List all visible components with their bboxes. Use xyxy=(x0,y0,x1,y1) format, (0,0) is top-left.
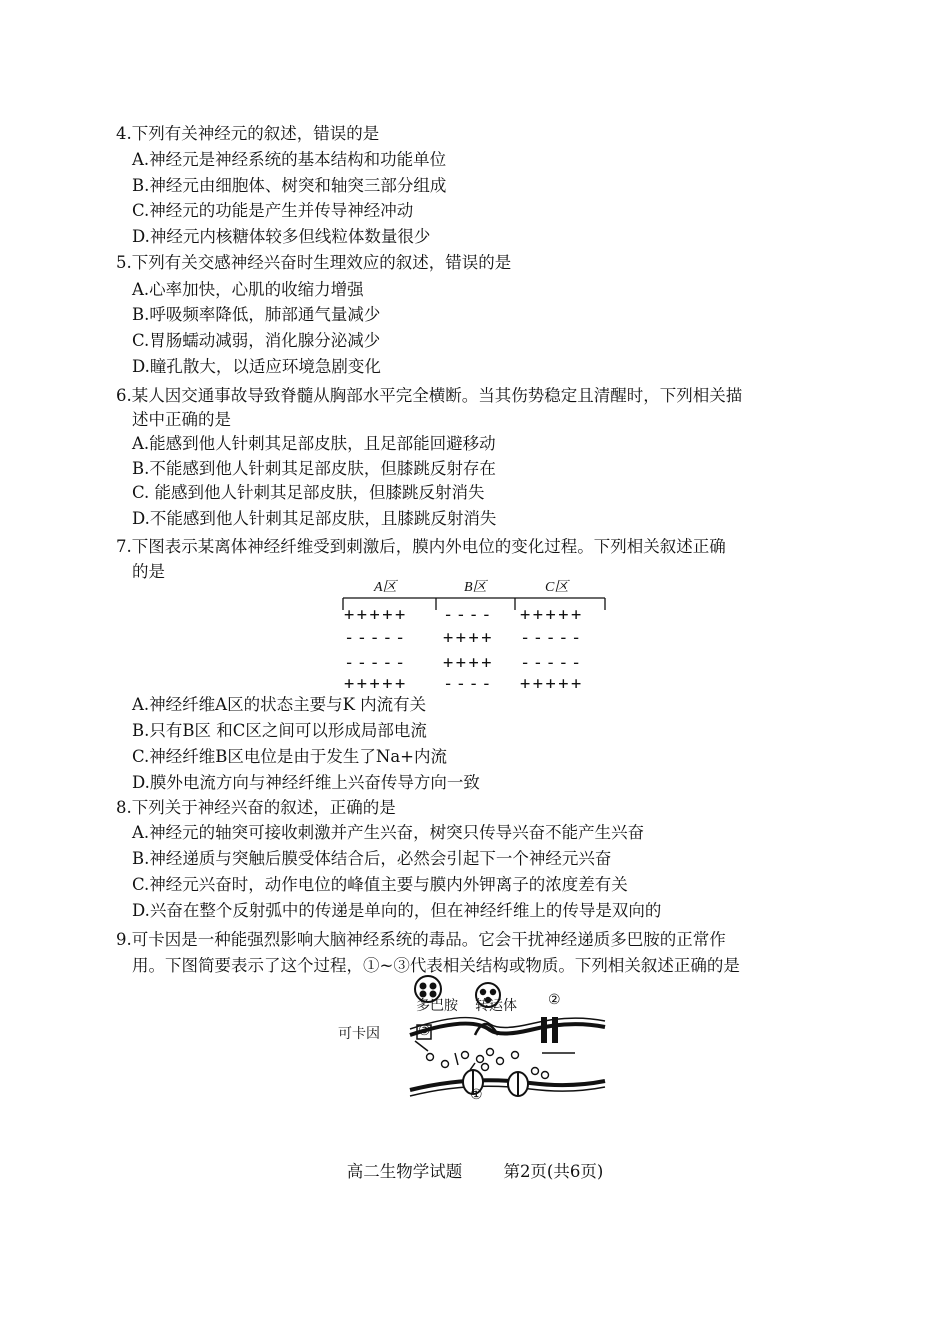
q6-stem: 6.某人因交通事故导致脊髓从胸部水平完全横断。当其伤势稳定且清醒时，下列相关描 xyxy=(116,386,743,405)
q6-stem-continued: 述中正确的是 xyxy=(132,410,231,429)
cocaine-label: 可卡因 xyxy=(338,1026,380,1042)
region-a-label: A区 xyxy=(374,580,397,595)
label-1: ① xyxy=(470,1087,483,1103)
q8-option-c: C.神经元兴奋时，动作电位的峰值主要与膜内外钾离子的浓度差有关 xyxy=(132,875,628,894)
charge-row-4-c: +++++ xyxy=(520,674,584,694)
footer-title: 高二生物学试题 xyxy=(346,1162,463,1181)
synapse-figure xyxy=(330,975,650,1110)
q5-option-c: C.胃肠蠕动减弱，消化腺分泌减少 xyxy=(132,331,381,350)
q7-option-d: D.膜外电流方向与神经纤维上兴奋传导方向一致 xyxy=(132,773,480,792)
q8-option-a: A.神经元的轴突可接收刺激并产生兴奋，树突只传导兴奋不能产生兴奋 xyxy=(132,823,645,842)
region-c-label: C区 xyxy=(545,580,569,595)
charge-row-2-b: ++++ xyxy=(443,628,494,648)
charge-row-3-b: ++++ xyxy=(443,653,494,673)
dopamine-label: 多巴胺 xyxy=(416,998,458,1014)
q5-option-a: A.心率加快，心肌的收缩力增强 xyxy=(132,280,364,299)
q8-option-b: B.神经递质与突触后膜受体结合后，必然会引起下一个神经元兴奋 xyxy=(132,849,612,868)
q4-option-b: B.神经元由细胞体、树突和轴突三部分组成 xyxy=(132,176,447,195)
q7-stem-continued: 的是 xyxy=(132,562,165,581)
transporter-label: 转运体 xyxy=(475,998,517,1014)
q6-option-d: D.不能感到他人针刺其足部皮肤，且膝跳反射消失 xyxy=(132,509,497,528)
q9-stem-continued: 用。下图简要表示了这个过程，①~③代表相关结构或物质。下列相关叙述正确的是 xyxy=(132,956,740,975)
nerve-fiber-figure xyxy=(340,576,610,694)
label-3: ③ xyxy=(418,1023,431,1039)
charge-row-1-c: +++++ xyxy=(520,605,584,625)
q9-stem: 9.可卡因是一种能强烈影响大脑神经系统的毒品。它会干扰神经递质多巴胺的正常作 xyxy=(116,930,726,949)
q4-stem: 4.下列有关神经元的叙述，错误的是 xyxy=(116,124,380,143)
q4-option-c: C.神经元的功能是产生并传导神经冲动 xyxy=(132,201,414,220)
page-footer xyxy=(0,1158,950,1182)
q7-option-a: A.神经纤维A区的状态主要与K 内流有关 xyxy=(132,695,427,714)
q6-option-a: A.能感到他人针刺其足部皮肤，且足部能回避移动 xyxy=(132,434,496,453)
q8-stem: 8.下列关于神经兴奋的叙述，正确的是 xyxy=(116,798,396,817)
charge-row-4-b: ---- xyxy=(443,674,494,694)
charge-row-3-a: ----- xyxy=(344,653,408,673)
q7-stem: 7.下图表示某离体神经纤维受到刺激后，膜内外电位的变化过程。下列相关叙述正确 xyxy=(116,537,726,556)
charge-row-3-c: ----- xyxy=(520,653,584,673)
charge-row-2-a: ----- xyxy=(344,628,408,648)
footer-page-number: 第2页(共6页) xyxy=(503,1162,604,1181)
q8-option-d: D.兴奋在整个反射弧中的传递是单向的，但在神经纤维上的传导是双向的 xyxy=(132,901,662,920)
charge-row-4-a: +++++ xyxy=(344,674,408,694)
label-2: ② xyxy=(548,992,561,1008)
q7-option-c: C.神经纤维B区电位是由于发生了Na+内流 xyxy=(132,747,448,766)
charge-row-2-c: ----- xyxy=(520,628,584,648)
q6-option-c: C. 能感到他人针刺其足部皮肤，但膝跳反射消失 xyxy=(132,483,485,502)
charge-row-1-a: +++++ xyxy=(344,605,408,625)
q4-option-d: D.神经元内核糖体较多但线粒体数量很少 xyxy=(132,227,431,246)
q7-option-b: B.只有B区 和C区之间可以形成局部电流 xyxy=(132,721,427,740)
q6-option-b: B.不能感到他人针刺其足部皮肤，但膝跳反射存在 xyxy=(132,459,496,478)
q5-stem: 5.下列有关交感神经兴奋时生理效应的叙述，错误的是 xyxy=(116,253,512,272)
charge-row-1-b: ---- xyxy=(443,605,494,625)
q4-option-a: A.神经元是神经系统的基本结构和功能单位 xyxy=(132,150,447,169)
q5-option-d: D.瞳孔散大，以适应环境急剧变化 xyxy=(132,357,381,376)
q5-option-b: B.呼吸频率降低，肺部通气量减少 xyxy=(132,305,381,324)
region-b-label: B区 xyxy=(464,580,487,595)
